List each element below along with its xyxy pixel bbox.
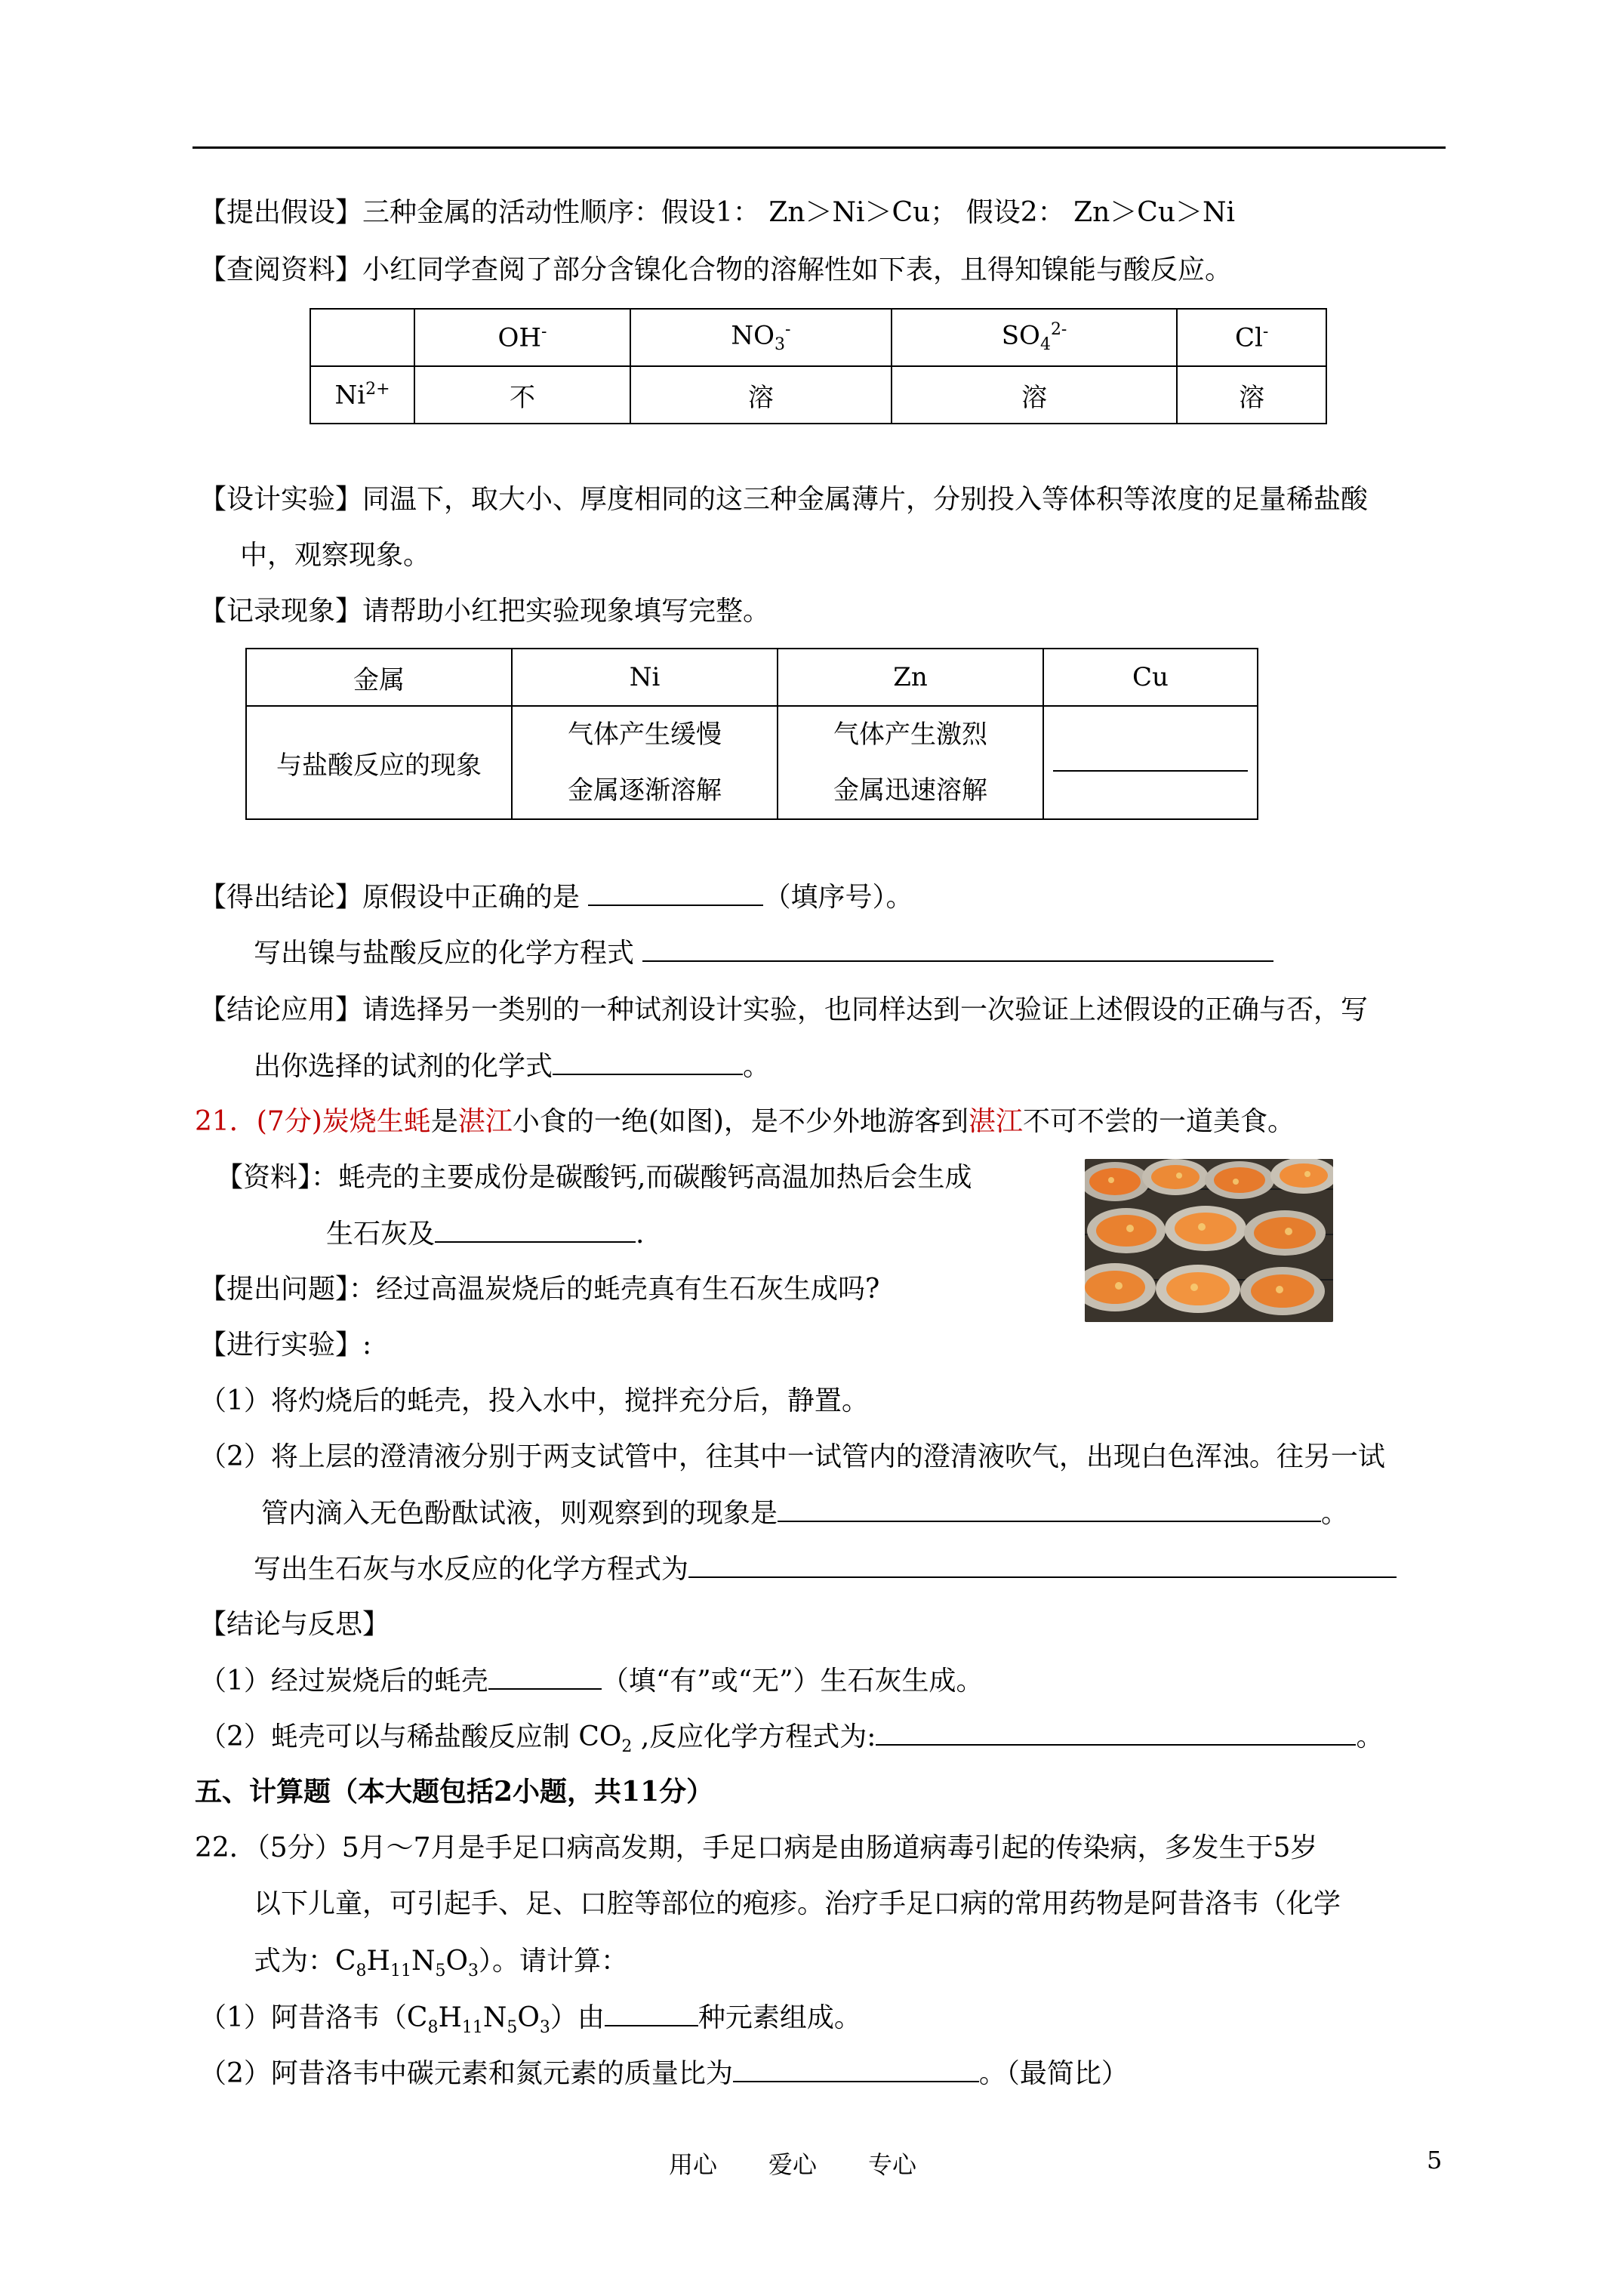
table1-header-cl: Cl- — [1177, 309, 1326, 366]
design-line-2: 中，观察现象。 — [240, 540, 431, 571]
oyster-photo — [1085, 1159, 1333, 1322]
table2-header-ni: Ni — [512, 649, 778, 706]
experiment-step-2: （2）将上层的澄清液分别于两支试管中，往其中一试管内的澄清液吹气，出现白色浑浊。往另一试 — [199, 1441, 1385, 1472]
table2-cu-cell — [1043, 706, 1258, 819]
solubility-table — [310, 308, 1327, 424]
table1-cell: 溶 — [892, 366, 1177, 424]
question-22-line-3: 式为：$C_8H_{11}N_5O_3$）。请计算： — [254, 1946, 628, 1981]
table2-header-zn: Zn — [778, 649, 1043, 706]
experiment-heading: 【进行实验】: — [199, 1330, 372, 1361]
design-line: 【设计实验】同温下，取大小、厚度相同的这三种金属薄片，分别投入等体积等浓度的足量稀盐酸 — [199, 484, 1369, 515]
material-line: 【资料】：蚝壳的主要成份是碳酸钙,而碳酸钙高温加热后会生成 — [216, 1162, 972, 1193]
table1-header-so4: $SO_4^{2-}$ — [892, 309, 1177, 366]
table1-header-no3: $NO_3^-$ — [630, 309, 892, 366]
question-22-part-1: （1）阿昔洛韦$(C_8H_{11}N_5O_3)$由 种元素组成。 — [199, 2002, 861, 2038]
question-line: 【提出问题】：经过高温炭烧后的蚝壳真有生石灰生成吗? — [199, 1274, 880, 1305]
table1-header-oh: OH- — [414, 309, 630, 366]
footer-motto-1: 用心 — [669, 2150, 718, 2179]
product-blank[interactable] — [435, 1219, 636, 1243]
hypothesis-answer-blank[interactable] — [588, 882, 763, 906]
ni-equation-line: 写出镍与盐酸反应的化学方程式 — [254, 938, 1273, 969]
application-line-2: 出你选择的试剂的化学式 。 — [254, 1051, 771, 1082]
table2-row-label: 与盐酸反应的现象 — [246, 706, 512, 819]
record-line: 【记录现象】请帮助小红把实验现象填写完整。 — [199, 596, 771, 627]
section-5-heading: 五、计算题（本大题包括2小题，共11分） — [195, 1776, 714, 1808]
lime-equation-line: 写出生石灰与水反应的化学方程式为 — [254, 1554, 1397, 1585]
phenomenon-blank[interactable] — [778, 1498, 1321, 1522]
table2-header-metal: 金属 — [246, 649, 512, 706]
footer-motto-3: 专心 — [868, 2150, 917, 2179]
cu-answer-blank[interactable] — [1053, 747, 1248, 772]
oyster-illustration — [1085, 1159, 1333, 1322]
co2-equation-blank[interactable] — [876, 1721, 1356, 1746]
page-number: 5 — [1427, 2146, 1443, 2174]
table1-cell: 不 — [414, 366, 630, 424]
application-line: 【结论应用】请选择另一类别的一种试剂设计实验，也同样达到一次验证上述假设的正确与否，写 — [199, 994, 1369, 1025]
header-rule — [192, 146, 1446, 149]
element-count-blank[interactable] — [605, 2002, 698, 2026]
question-22-line-1: 22．（5分）5月～7月是手足口病高发期，手足口病是由肠道病毒引起的传染病，多发生于5岁 — [195, 1832, 1318, 1863]
phenomenon-table — [245, 648, 1258, 820]
reference-line: 【查阅资料】小红同学查阅了部分含镍化合物的溶解性如下表，且得知镍能与酸反应。 — [199, 254, 1233, 285]
question-22-part-2: （2）阿昔洛韦中碳元素和氮元素的质量比为 。（最简比） — [199, 2058, 1129, 2089]
reagent-blank[interactable] — [553, 1051, 743, 1075]
material-line-2: 生石灰及 . — [326, 1219, 645, 1250]
conclusion-line: 【得出结论】原假设中正确的是 （填序号）。 — [199, 882, 913, 913]
mass-ratio-blank[interactable] — [733, 2058, 979, 2082]
table1-cell: 溶 — [1177, 366, 1326, 424]
reflection-2: （2）蚝壳可以与稀盐酸反应制 $CO_2$ ,反应化学方程式为: 。 — [199, 1721, 1384, 1757]
reflection-heading: 【结论与反思】 — [199, 1609, 390, 1640]
table1-corner — [310, 309, 414, 366]
question-21-intro: 21．(7分)炭烧生蚝是湛江小食的一绝(如图)，是不少外地游客到湛江不可不尝的一道美食。 — [195, 1106, 1295, 1137]
hypothesis-line: 【提出假设】三种金属的活动性顺序：假设1： Zn＞Ni＞Cu； 假设2： Zn＞Cu＞Ni — [199, 197, 1236, 228]
ni-equation-blank[interactable] — [642, 938, 1273, 962]
question-22-line-2: 以下儿童，可引起手、足、口腔等部位的疱疹。治疗手足口病的常用药物是阿昔洛韦（化学 — [254, 1888, 1341, 1919]
lime-equation-blank[interactable] — [688, 1554, 1397, 1578]
table1-cell: 溶 — [630, 366, 892, 424]
experiment-step-1: （1）将灼烧后的蚝壳，投入水中，搅拌充分后，静置。 — [199, 1385, 869, 1416]
yes-no-blank[interactable] — [488, 1666, 602, 1690]
reflection-1: （1）经过炭烧后的蚝壳 （填“有”或“无”）生石灰生成。 — [199, 1666, 984, 1697]
table2-ni-cell: 气体产生缓慢 金属逐渐溶解 — [512, 706, 778, 819]
table2-zn-cell: 气体产生激烈 金属迅速溶解 — [778, 706, 1043, 819]
experiment-step-2b: 管内滴入无色酚酞试液，则观察到的现象是 。 — [261, 1498, 1349, 1529]
table2-header-cu: Cu — [1043, 649, 1258, 706]
footer-motto-2: 爱心 — [768, 2150, 818, 2179]
table1-row-label: $Ni^{2+}$ — [310, 366, 414, 424]
